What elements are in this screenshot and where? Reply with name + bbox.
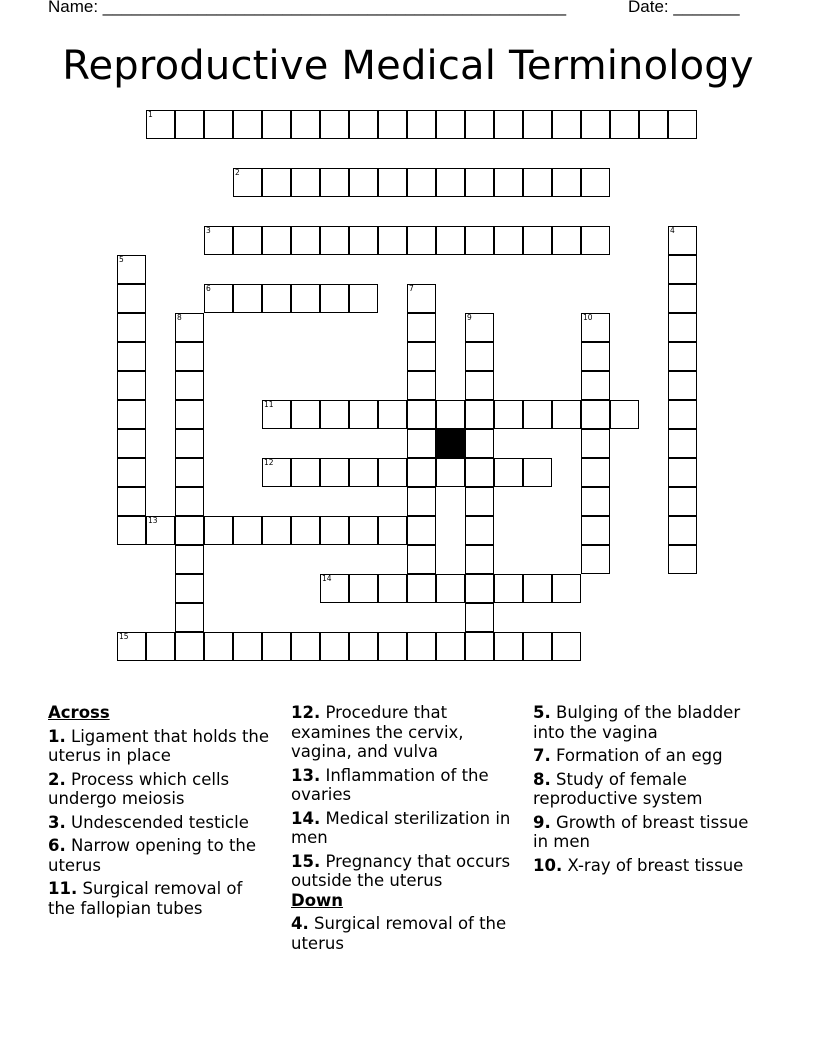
answer-cell[interactable] [465,342,494,371]
clue-down-9 [533,813,758,852]
answer-cell[interactable] [639,110,668,139]
answer-cell[interactable] [407,429,436,458]
answer-cell[interactable] [523,400,552,429]
answer-cell[interactable] [349,458,378,487]
answer-cell[interactable] [320,284,349,313]
answer-cell[interactable] [117,284,146,313]
answer-cell[interactable] [465,226,494,255]
answer-cell[interactable] [465,487,494,516]
clue-number-label: 1 [148,110,153,119]
clue-text: Process which cells undergo meiosis [48,769,230,808]
answer-cell[interactable] [262,110,291,139]
answer-cell[interactable] [233,226,262,255]
clue-number-label: 12 [264,458,274,467]
clue-number: 11. [48,879,78,898]
answer-cell[interactable] [552,632,581,661]
answer-cell[interactable] [494,400,523,429]
answer-cell[interactable] [349,632,378,661]
clue-across-3 [48,813,273,833]
answer-cell[interactable] [233,168,262,197]
answer-cell[interactable] [668,371,697,400]
clue-number-label: 9 [467,313,472,322]
answer-cell[interactable] [581,516,610,545]
answer-cell[interactable] [378,110,407,139]
clue-number-label: 15 [119,632,129,641]
clue-text: Growth of breast tissue in men [533,812,749,851]
answer-cell[interactable] [465,545,494,574]
answer-cell[interactable] [378,516,407,545]
answer-cell[interactable] [581,313,610,342]
answer-cell[interactable] [465,574,494,603]
answer-cell[interactable] [668,313,697,342]
answer-cell[interactable] [407,168,436,197]
answer-cell[interactable] [175,110,204,139]
clue-column-3 [533,703,758,879]
clue-across-15 [291,852,523,891]
clue-across-2 [48,770,273,809]
answer-cell[interactable] [581,429,610,458]
answer-cell[interactable] [465,516,494,545]
answer-cell[interactable] [494,110,523,139]
clue-across-11 [48,879,273,918]
answer-cell[interactable] [523,110,552,139]
clue-down-5 [533,703,758,742]
answer-cell[interactable] [668,458,697,487]
answer-cell[interactable] [407,371,436,400]
answer-cell[interactable] [407,545,436,574]
answer-cell[interactable] [378,226,407,255]
clue-across-6 [48,836,273,875]
answer-cell[interactable] [436,574,465,603]
answer-cell[interactable] [233,284,262,313]
clue-number: 12. [291,703,321,722]
clue-number-label: 7 [409,284,414,293]
answer-cell[interactable] [523,458,552,487]
answer-cell[interactable] [291,226,320,255]
answer-cell[interactable] [378,632,407,661]
answer-cell[interactable] [465,400,494,429]
name-field: Name: _________________________________________________ [48,0,567,16]
answer-cell[interactable] [523,168,552,197]
answer-cell[interactable] [204,632,233,661]
answer-cell[interactable] [494,574,523,603]
answer-cell[interactable] [668,342,697,371]
clue-number-label: 4 [670,226,675,235]
answer-cell[interactable] [552,226,581,255]
answer-cell[interactable] [494,632,523,661]
answer-cell[interactable] [552,168,581,197]
down-heading: Down [291,890,344,910]
answer-cell[interactable] [117,255,146,284]
answer-cell[interactable] [320,226,349,255]
answer-cell[interactable] [465,458,494,487]
answer-cell[interactable] [291,110,320,139]
answer-cell[interactable] [407,342,436,371]
clue-number-label: 11 [264,400,274,409]
answer-cell[interactable] [668,284,697,313]
answer-cell[interactable] [581,400,610,429]
answer-cell[interactable] [320,516,349,545]
clue-across-13 [291,766,523,805]
clue-across-14 [291,809,523,848]
answer-cell[interactable] [291,284,320,313]
answer-cell[interactable] [581,342,610,371]
answer-cell[interactable] [465,632,494,661]
clue-number: 2. [48,769,66,789]
answer-cell[interactable] [146,632,175,661]
clue-number-label: 14 [322,574,332,583]
answer-cell[interactable] [117,342,146,371]
answer-cell[interactable] [262,516,291,545]
answer-cell[interactable] [407,313,436,342]
clue-number: 6. [48,836,66,855]
answer-cell[interactable] [668,255,697,284]
answer-cell[interactable] [262,632,291,661]
answer-cell[interactable] [349,284,378,313]
answer-cell[interactable] [668,545,697,574]
answer-cell[interactable] [117,371,146,400]
answer-cell[interactable] [552,110,581,139]
clue-across-1 [48,727,273,766]
clue-column-2 [291,703,523,957]
answer-cell[interactable] [581,371,610,400]
answer-cell[interactable] [349,516,378,545]
answer-cell[interactable] [349,110,378,139]
answer-cell[interactable] [175,371,204,400]
black-square [436,429,465,458]
answer-cell[interactable] [378,458,407,487]
answer-cell[interactable] [204,110,233,139]
answer-cell[interactable] [204,226,233,255]
answer-cell[interactable] [407,110,436,139]
answer-cell[interactable] [291,516,320,545]
answer-cell[interactable] [581,168,610,197]
answer-cell[interactable] [204,284,233,313]
clue-number: 9. [533,812,551,832]
answer-cell[interactable] [465,429,494,458]
answer-cell[interactable] [581,458,610,487]
clue-text: Procedure that examines the cervix, vagina, and vulva [291,703,464,761]
answer-cell[interactable] [407,632,436,661]
answer-cell[interactable] [523,574,552,603]
answer-cell[interactable] [233,516,262,545]
answer-cell[interactable] [291,632,320,661]
answer-cell[interactable] [378,400,407,429]
answer-cell[interactable] [668,110,697,139]
answer-cell[interactable] [175,458,204,487]
clue-text: Formation of an egg [556,746,723,765]
clue-number-label: 3 [206,226,211,235]
clue-down-10 [533,856,758,876]
answer-cell[interactable] [668,429,697,458]
answer-cell[interactable] [407,226,436,255]
clue-text: Surgical removal of the fallopian tubes [48,879,243,918]
answer-cell[interactable] [581,545,610,574]
answer-cell[interactable] [320,458,349,487]
clue-text: Medical sterilization in men [291,808,511,847]
answer-cell[interactable] [349,226,378,255]
answer-cell[interactable] [378,574,407,603]
clue-number-label: 13 [148,516,158,525]
date-field: Date: _______ [628,0,740,16]
clue-number: 8. [533,769,551,789]
answer-cell[interactable] [320,400,349,429]
answer-cell[interactable] [494,458,523,487]
answer-cell[interactable] [175,545,204,574]
answer-cell[interactable] [117,516,146,545]
answer-cell[interactable] [262,284,291,313]
answer-cell[interactable] [552,574,581,603]
answer-cell[interactable] [291,168,320,197]
answer-cell[interactable] [291,458,320,487]
answer-cell[interactable] [581,226,610,255]
answer-cell[interactable] [117,429,146,458]
answer-cell[interactable] [668,226,697,255]
answer-cell[interactable] [146,516,175,545]
clue-number: 15. [291,851,321,871]
answer-cell[interactable] [175,632,204,661]
answer-cell[interactable] [117,400,146,429]
answer-cell[interactable] [175,603,204,632]
answer-cell[interactable] [610,400,639,429]
clue-across-12 [291,703,523,762]
answer-cell[interactable] [465,603,494,632]
clue-number: 1. [48,726,66,746]
answer-cell[interactable] [349,168,378,197]
clue-text: Bulging of the bladder into the vagina [533,703,741,742]
clue-down-7 [533,746,758,766]
clue-text: Study of female reproductive system [533,769,703,808]
answer-cell[interactable] [581,110,610,139]
answer-cell[interactable] [465,313,494,342]
answer-cell[interactable] [494,226,523,255]
clue-number-label: 5 [119,255,124,264]
answer-cell[interactable] [262,458,291,487]
clue-number: 4. [291,914,309,933]
clue-number: 13. [291,765,321,785]
answer-cell[interactable] [262,400,291,429]
answer-cell[interactable] [320,110,349,139]
clue-number: 10. [533,855,563,875]
answer-cell[interactable] [552,400,581,429]
clue-text: Surgical removal of the uterus [291,914,507,953]
clue-number: 5. [533,703,551,722]
answer-cell[interactable] [175,429,204,458]
answer-cell[interactable] [175,313,204,342]
clue-number: 14. [291,808,321,828]
answer-cell[interactable] [233,632,262,661]
answer-cell[interactable] [175,516,204,545]
answer-cell[interactable] [581,487,610,516]
clue-down-4 [291,914,523,953]
answer-cell[interactable] [465,371,494,400]
answer-cell[interactable] [407,574,436,603]
clue-number-label: 8 [177,313,182,322]
clue-number: 3. [48,812,66,832]
clue-text: Undescended testicle [71,812,249,832]
answer-cell[interactable] [117,458,146,487]
clue-number-label: 10 [583,313,593,322]
answer-cell[interactable] [407,487,436,516]
clue-text: X-ray of breast tissue [567,855,744,875]
answer-cell[interactable] [407,458,436,487]
answer-cell[interactable] [523,226,552,255]
answer-cell[interactable] [320,168,349,197]
answer-cell[interactable] [436,226,465,255]
clue-text: Ligament that holds the uterus in place [48,726,270,765]
answer-cell[interactable] [262,226,291,255]
clue-number: 7. [533,746,551,765]
answer-cell[interactable] [436,400,465,429]
answer-cell[interactable] [436,168,465,197]
answer-cell[interactable] [175,400,204,429]
clue-text: Pregnancy that occurs outside the uterus [291,851,511,890]
clue-down-8 [533,770,758,809]
answer-cell[interactable] [117,487,146,516]
answer-cell[interactable] [117,632,146,661]
answer-cell[interactable] [436,458,465,487]
answer-cell[interactable] [523,632,552,661]
answer-cell[interactable] [436,110,465,139]
clue-number-label: 6 [206,284,211,293]
clue-column-1 [48,703,273,922]
answer-cell[interactable] [668,487,697,516]
clue-text: Narrow opening to the uterus [48,836,257,875]
answer-cell[interactable] [465,168,494,197]
answer-cell[interactable] [494,168,523,197]
clue-text: Inflammation of the ovaries [291,765,489,804]
answer-cell[interactable] [349,400,378,429]
answer-cell[interactable] [117,313,146,342]
across-heading: Across [48,703,110,722]
answer-cell[interactable] [233,110,262,139]
answer-cell[interactable] [378,168,407,197]
clue-number-label: 2 [235,168,240,177]
answer-cell[interactable] [407,516,436,545]
answer-cell[interactable] [175,574,204,603]
answer-cell[interactable] [291,400,320,429]
answer-cell[interactable] [262,168,291,197]
answer-cell[interactable] [175,487,204,516]
answer-cell[interactable] [204,516,233,545]
answer-cell[interactable] [320,632,349,661]
answer-cell[interactable] [668,400,697,429]
answer-cell[interactable] [668,516,697,545]
answer-cell[interactable] [465,110,494,139]
answer-cell[interactable] [175,342,204,371]
answer-cell[interactable] [407,284,436,313]
answer-cell[interactable] [146,110,175,139]
answer-cell[interactable] [610,110,639,139]
answer-cell[interactable] [436,632,465,661]
answer-cell[interactable] [320,574,349,603]
page-title: Reproductive Medical Terminology [62,43,754,89]
answer-cell[interactable] [349,574,378,603]
answer-cell[interactable] [407,400,436,429]
